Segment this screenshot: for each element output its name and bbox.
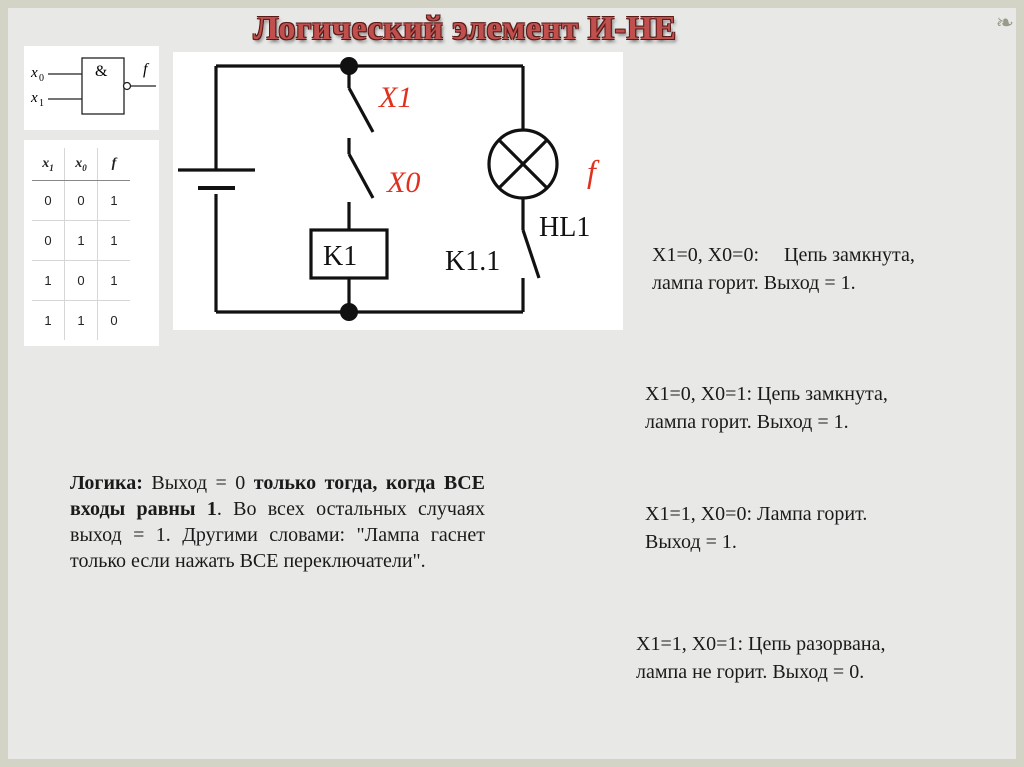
logic-paragraph: [70, 470, 485, 574]
junction-bottom: [340, 303, 358, 321]
case-note-4-line1: X1=1, X0=1: Цепь разорвана,: [636, 633, 886, 655]
inversion-bubble: [124, 83, 131, 90]
table-cell: 1: [98, 181, 131, 221]
junction-top: [340, 57, 358, 75]
header-x0: $x_0$: [65, 148, 98, 181]
circuit-diagram: [173, 52, 623, 330]
gate-input0-label: x: [31, 65, 38, 81]
table-cell: 0: [65, 261, 98, 301]
header-x1: $x_1$: [32, 148, 65, 181]
truth-table-panel: [24, 140, 159, 346]
lamp-label: HL1: [539, 212, 591, 243]
case-note-1-line2: лампа горит. Выход = 1.: [652, 272, 856, 294]
nand-gate-diagram: [24, 46, 159, 130]
logic-text-2: . Во всех остальных случаях выход = 1. Другими словами: "Лампа гаснет только если нажать ВСЕ переключатели".: [70, 498, 485, 572]
truth-table: [32, 148, 130, 340]
logic-text-1: Выход = 0: [142, 472, 254, 494]
logic-bold-1: только тогда, когда ВСЕ входы равны 1: [70, 472, 485, 520]
nand-gate-symbol: [24, 46, 159, 130]
table-cell: 1: [98, 261, 131, 301]
case-note-4: [636, 630, 986, 686]
gate-input1-sub: 1: [39, 98, 44, 109]
output-f-label: f: [587, 153, 596, 189]
header-f: f: [98, 148, 131, 181]
table-cell: 1: [32, 301, 65, 341]
relay-label: K1: [323, 241, 358, 272]
table-row: [32, 181, 130, 221]
table-row: [32, 221, 130, 261]
gate-and-symbol: &: [95, 63, 108, 80]
table-cell: 0: [110, 313, 118, 328]
gate-input0-sub: 0: [39, 73, 44, 84]
case-note-2: [645, 380, 985, 436]
case-note-2-line2: лампа горит. Выход = 1.: [645, 411, 849, 433]
switch-x1-blade: [349, 88, 373, 132]
switch-x1-label: X1: [379, 81, 413, 114]
table-cell: 0: [32, 181, 65, 221]
gate-input1-label: x: [31, 90, 38, 106]
slide-title: Логический элемент И-НЕ: [253, 10, 677, 47]
table-cell: 1: [98, 221, 131, 261]
corner-ornament-icon: ❧: [995, 10, 1014, 35]
table-row: [32, 261, 130, 301]
gate-output-label: f: [143, 61, 148, 78]
table-header-row: [32, 148, 130, 181]
contact-k11-blade: [523, 230, 539, 278]
contact-label: K1.1: [445, 246, 501, 277]
logic-label: Логика:: [70, 472, 143, 494]
case-note-3-line1: X1=1, X0=0: Лампа горит.: [645, 503, 868, 525]
table-cell: 1: [65, 301, 98, 341]
circuit-diagram-panel: [173, 52, 623, 330]
case-note-3: [645, 500, 985, 556]
table-cell: 0: [32, 221, 65, 261]
table-row: [32, 301, 130, 341]
table-cell: 0: [65, 181, 98, 221]
table-cell: 1: [65, 221, 98, 261]
case-note-2-line1: X1=0, X0=1: Цепь замкнута,: [645, 383, 888, 405]
case-note-3-line2: Выход = 1.: [645, 531, 737, 553]
case-note-1-line1: X1=0, X0=0: Цепь замкнута,: [652, 244, 915, 266]
switch-x0-label: X0: [387, 166, 421, 199]
table-cell: 1: [32, 261, 65, 301]
case-note-1: [652, 241, 1012, 297]
switch-x0-blade: [349, 154, 373, 198]
case-note-4-line2: лампа не горит. Выход = 0.: [636, 661, 865, 683]
